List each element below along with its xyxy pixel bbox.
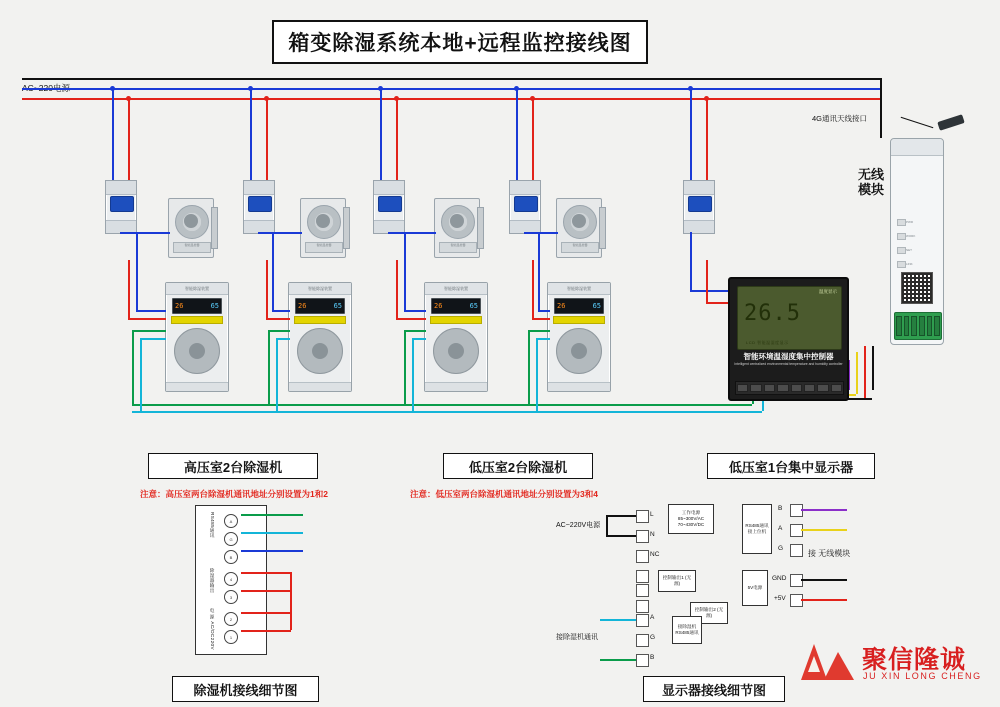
bus-line-black: [22, 78, 882, 80]
node-dot: [126, 96, 131, 101]
detail-terminal-1[interactable]: 1: [224, 630, 238, 644]
terminal[interactable]: [911, 316, 917, 336]
wire-breaker-fan-1: [120, 232, 170, 234]
led-net-label: NET: [906, 248, 912, 252]
led-link-label: LINK: [906, 262, 913, 266]
breaker-bottom: [684, 220, 714, 233]
led-link-icon: [897, 261, 906, 268]
thermostat-fan-unit-4[interactable]: [556, 198, 602, 258]
wire-in-blue-1: [136, 310, 166, 312]
detail-wire-485b: [600, 659, 636, 661]
rs485r-term-a[interactable]: [790, 524, 803, 537]
breaker-lever[interactable]: [688, 196, 712, 212]
thermostat-fan-unit-3[interactable]: [434, 198, 480, 258]
section-label-hv: 高压室2台除湿机: [148, 453, 318, 479]
section-label-lv: 低压室2台除湿机: [443, 453, 593, 479]
wire-down-red-1: [128, 260, 130, 318]
comm-cyan-2h: [276, 338, 290, 340]
led-net-icon: [897, 247, 906, 254]
breaker-top: [510, 181, 540, 195]
wire-in-red-3: [396, 318, 426, 320]
terminal[interactable]: [764, 384, 775, 392]
terminal-out1-b[interactable]: [636, 584, 649, 597]
detail-terminal-2[interactable]: 2: [224, 612, 238, 626]
fan-hub: [572, 214, 586, 228]
warning-strip: [430, 316, 482, 324]
terminal[interactable]: [934, 316, 940, 336]
dehumidifier-caption: 智能除湿装置: [425, 283, 487, 295]
node-dot: [514, 86, 519, 91]
breaker-top: [374, 181, 404, 195]
term-5v-label: +5V: [774, 595, 786, 602]
terminal-nc[interactable]: [636, 550, 649, 563]
fan-side-module: [477, 207, 484, 249]
link-red: [864, 346, 866, 398]
wire-breaker-fan-3: [388, 232, 436, 234]
drop-red-5: [706, 98, 708, 180]
antenna-icon: [937, 114, 965, 131]
lcd-corner-label: 温度显示: [819, 289, 837, 294]
display-temp: 26: [175, 301, 184, 310]
display-temp: 26: [298, 301, 307, 310]
unit-base: [166, 382, 228, 391]
comm-green-2h: [268, 330, 290, 332]
rs485r-term-g-label: G: [778, 545, 784, 552]
detail-wire-blue: [241, 550, 303, 552]
display-hum: 65: [210, 301, 219, 310]
terminal-n-label: N: [650, 531, 655, 538]
detail-terminal-3[interactable]: 3: [224, 590, 238, 604]
wire-down-blue-1: [136, 232, 138, 310]
node-dot: [394, 96, 399, 101]
section-note-hv: 注意：高压室两台除湿机通讯地址分别设置为1和2: [140, 489, 328, 499]
detail-wire-gnd: [801, 579, 847, 581]
link-black: [872, 346, 874, 390]
detail-wire-purple: [801, 509, 847, 511]
warning-strip: [553, 316, 605, 324]
display-temp: 26: [557, 301, 566, 310]
drop-blue-2: [250, 88, 252, 180]
detail-terminal-g[interactable]: G: [224, 532, 238, 546]
comm-cyan-1h: [140, 338, 166, 340]
dehumidifier-caption: 智能除湿装置: [289, 283, 351, 295]
rs485-term-b-label: B: [650, 654, 655, 661]
display-hum: 65: [333, 301, 342, 310]
drop-red-2: [266, 98, 268, 180]
wireless-terminal-block[interactable]: [894, 312, 942, 340]
rs485-right-box: RS485通讯 接上位机: [742, 504, 772, 554]
wire-down-blue-4: [538, 232, 540, 310]
fan-icon: [433, 328, 479, 374]
terminal[interactable]: [904, 316, 910, 336]
drop-blue-3: [380, 88, 382, 180]
antenna-note: 4G通讯天线接口: [812, 114, 868, 123]
node-dot: [248, 86, 253, 91]
section-note-lv: 注意：低压室两台除湿机通讯地址分别设置为3和4: [410, 489, 598, 499]
detail-terminal-a[interactable]: A: [224, 514, 238, 528]
thermostat-caption: 智能温控器: [305, 242, 343, 253]
drop-blue-4: [516, 88, 518, 180]
breaker-top: [106, 181, 136, 195]
wire-in-red-1: [128, 318, 166, 320]
rs485r-term-b[interactable]: [790, 504, 803, 517]
detail-terminal-4[interactable]: 4: [224, 572, 238, 586]
fan-hub: [184, 214, 198, 228]
dehumidifier-display: [295, 298, 345, 314]
circuit-breaker-1[interactable]: [105, 180, 137, 234]
link-yellow: [856, 352, 858, 394]
drop-black-wireless: [880, 78, 882, 138]
terminal[interactable]: [777, 384, 788, 392]
drop-red-3: [396, 98, 398, 180]
display-hum: 65: [592, 301, 601, 310]
terminal[interactable]: [927, 316, 933, 336]
work-power-box: 工作电源 85~300V/AC 70~430V/DC: [668, 504, 714, 534]
controller-name: 智能环境温湿度集中控制器: [743, 352, 834, 361]
wireless-note: 接 无线模块: [808, 549, 851, 558]
display-temp: 26: [434, 301, 443, 310]
node-dot: [704, 96, 709, 101]
rs485r-term-g[interactable]: [790, 544, 803, 557]
thermostat-caption: 智能温控器: [173, 242, 211, 253]
terminal[interactable]: [804, 384, 815, 392]
comm-green-3: [404, 330, 406, 404]
power-5v-box: 5V电源: [742, 570, 768, 606]
terminal[interactable]: [919, 316, 925, 336]
fan-icon: [556, 328, 602, 374]
detail-right-label: 显示器接线细节图: [643, 676, 785, 702]
detail-wire-ln-v: [606, 515, 608, 535]
thermostat-fan-unit-1[interactable]: [168, 198, 214, 258]
warning-strip: [294, 316, 346, 324]
circuit-breaker-5[interactable]: [683, 180, 715, 234]
drop-blue-5: [690, 88, 692, 180]
terminal-n[interactable]: [636, 530, 649, 543]
detail-wire-cyan: [241, 532, 303, 534]
controller-terminal-block[interactable]: [735, 381, 844, 395]
drop-red-4: [532, 98, 534, 180]
wire-in-red-4: [532, 318, 550, 320]
dehumidifier-display: [431, 298, 481, 314]
bus-line-blue: [22, 88, 882, 90]
wire-down-red-4: [532, 260, 534, 318]
terminal[interactable]: [737, 384, 748, 392]
unit-base: [548, 382, 610, 391]
wireless-module[interactable]: [890, 138, 944, 345]
wire-in-blue-4: [538, 310, 550, 312]
comm-cyan-4h: [536, 338, 550, 340]
section-label-display: 低压室1台集中显示器: [707, 453, 875, 479]
terminal[interactable]: [750, 384, 761, 392]
detail-side-text-top: RS485通讯: [210, 512, 215, 539]
terminal-out1-a[interactable]: [636, 570, 649, 583]
wire-ctrl-blue: [690, 232, 692, 290]
comm-green-2: [268, 330, 270, 404]
node-dot: [378, 86, 383, 91]
terminal-l-label: L: [650, 511, 654, 518]
node-dot: [264, 96, 269, 101]
link-black-h: [845, 398, 872, 400]
circuit-breaker-3[interactable]: [373, 180, 405, 234]
dehumidifier-unit-3[interactable]: [424, 282, 488, 392]
comm-cyan-4: [536, 338, 538, 411]
rs485-term-g-label: G: [650, 634, 656, 641]
terminal[interactable]: [896, 316, 902, 336]
detail-wire-red4: [241, 630, 291, 632]
breaker-lever[interactable]: [514, 196, 538, 212]
breaker-lever[interactable]: [248, 196, 272, 212]
dehumidifier-caption: 智能除湿装置: [166, 283, 228, 295]
led-pwr-icon: [897, 219, 906, 226]
controller-lcd: [737, 286, 842, 350]
rs485r-term-b-label: B: [778, 505, 783, 512]
dehumidifier-unit-1[interactable]: [165, 282, 229, 392]
term-gnd-label: GND: [772, 575, 787, 582]
detail-wire-red2: [241, 590, 291, 592]
thermostat-caption: 智能温控器: [439, 242, 477, 253]
led-work-label: WORK: [906, 234, 916, 238]
logo-cn: 聚信隆诚: [862, 646, 967, 674]
comm-green-1h: [132, 330, 166, 332]
breaker-top: [684, 181, 714, 195]
qr-code-icon: [901, 272, 933, 304]
dehumidifier-wiring-detail: [195, 505, 267, 655]
comm-cyan-1: [140, 338, 142, 411]
breaker-top: [244, 181, 274, 195]
led-work-icon: [897, 233, 906, 240]
dehumidifier-unit-2[interactable]: [288, 282, 352, 392]
rs485-term-b[interactable]: [636, 654, 649, 667]
breaker-lever[interactable]: [110, 196, 134, 212]
bus-line-red: [22, 98, 882, 100]
detail-wire-5v: [801, 599, 847, 601]
circuit-breaker-2[interactable]: [243, 180, 275, 234]
display-hum: 65: [469, 301, 478, 310]
fan-side-module: [211, 207, 218, 249]
logo-en: JU XIN LONG CHENG: [863, 671, 982, 681]
terminal[interactable]: [817, 384, 828, 392]
company-logo: [800, 640, 990, 692]
detail-wire-yellow: [801, 529, 847, 531]
wire-in-blue-3: [404, 310, 426, 312]
node-dot: [110, 86, 115, 91]
dehumidifier-display: [172, 298, 222, 314]
wire-down-red-3: [396, 260, 398, 318]
thermostat-caption: 智能温控器: [561, 242, 599, 253]
wire-down-blue-2: [272, 232, 274, 310]
term-5v[interactable]: [790, 594, 803, 607]
rs485-left-label: 接除湿机通讯: [556, 634, 598, 641]
lcd-value: 26.5: [744, 301, 801, 326]
comm-cyan-3h: [412, 338, 426, 340]
detail-wire-red3: [241, 612, 291, 614]
detail-wire-green: [241, 514, 303, 516]
drop-red-1: [128, 98, 130, 180]
lcd-sub-label: LCD 智能温湿度显示: [746, 340, 789, 345]
comm-bus-cyan: [132, 411, 752, 413]
wire-down-red-2: [266, 260, 268, 318]
rs485-left-box: 接除湿机 RS485通讯: [672, 616, 702, 644]
controller-name-en: Intelligent centralized environmental temperature and humidity controller: [734, 362, 843, 366]
wire-in-blue-2: [272, 310, 290, 312]
fan-side-module: [343, 207, 350, 249]
terminal[interactable]: [831, 384, 842, 392]
wire-in-red-2: [266, 318, 290, 320]
terminal-l[interactable]: [636, 510, 649, 523]
unit-base: [425, 382, 487, 391]
thermostat-fan-unit-2[interactable]: [300, 198, 346, 258]
detail-side-text-bottom: 电 源 AC/DC220V: [210, 608, 215, 650]
detail-wire-485a: [600, 619, 636, 621]
fan-hub: [316, 214, 330, 228]
wire-breaker-fan-2: [258, 232, 302, 234]
detail-wire-red1: [241, 572, 291, 574]
comm-cyan-2: [276, 338, 278, 411]
detail-terminal-b[interactable]: B: [224, 550, 238, 564]
dehumidifier-display: [554, 298, 604, 314]
wireless-module-label: 无线模块: [858, 167, 885, 197]
antenna-leader-line: [901, 117, 934, 128]
detail-power-label: AC~220V电源: [556, 522, 601, 529]
detail-wire-l: [606, 515, 636, 517]
wire-down-blue-3: [404, 232, 406, 310]
wire-ctrl-red: [706, 260, 708, 302]
breaker-lever[interactable]: [378, 196, 402, 212]
drop-blue-1: [112, 88, 114, 180]
ctrl-out-1-box: 控制输出1 (无源): [658, 570, 696, 592]
comm-cyan-3: [412, 338, 414, 411]
comm-cyan-ctrl-h: [752, 411, 762, 413]
page-title: 箱变除湿系统本地+远程监控接线图: [272, 20, 648, 64]
detail-left-label: 除湿机接线细节图: [172, 676, 319, 702]
ctrl-out-2-box: 控制输出2 (无源): [690, 602, 728, 624]
module-top-cap: [891, 139, 943, 156]
detail-side-text-mid: 除湿器输出: [210, 568, 215, 593]
detail-wire-n: [606, 535, 636, 537]
fan-hub: [450, 214, 464, 228]
comm-green-1: [132, 330, 134, 404]
wire-breaker-fan-4: [524, 232, 558, 234]
rs485r-term-a-label: A: [778, 525, 783, 532]
dehumidifier-unit-4[interactable]: [547, 282, 611, 392]
term-gnd[interactable]: [790, 574, 803, 587]
logo-mark-icon: [800, 642, 856, 682]
comm-green-3h: [404, 330, 426, 332]
comm-green-4h: [528, 330, 550, 332]
fan-side-module: [599, 207, 606, 249]
dehumidifier-caption: 智能除湿装置: [548, 283, 610, 295]
fan-icon: [297, 328, 343, 374]
warning-strip: [171, 316, 223, 324]
comm-green-4: [528, 330, 530, 404]
comm-bus-green: [132, 404, 752, 406]
terminal-nc-label: NC: [650, 551, 660, 558]
rs485-term-g[interactable]: [636, 634, 649, 647]
terminal-out2-a[interactable]: [636, 600, 649, 613]
node-dot: [530, 96, 535, 101]
rs485-term-a-label: A: [650, 614, 655, 621]
terminal[interactable]: [791, 384, 802, 392]
fan-icon: [174, 328, 220, 374]
circuit-breaker-4[interactable]: [509, 180, 541, 234]
unit-base: [289, 382, 351, 391]
node-dot: [688, 86, 693, 91]
rs485-term-a[interactable]: [636, 614, 649, 627]
detail-wire-red-v: [290, 572, 292, 630]
led-pwr-label: PWR: [906, 220, 913, 224]
central-controller[interactable]: [728, 277, 849, 401]
